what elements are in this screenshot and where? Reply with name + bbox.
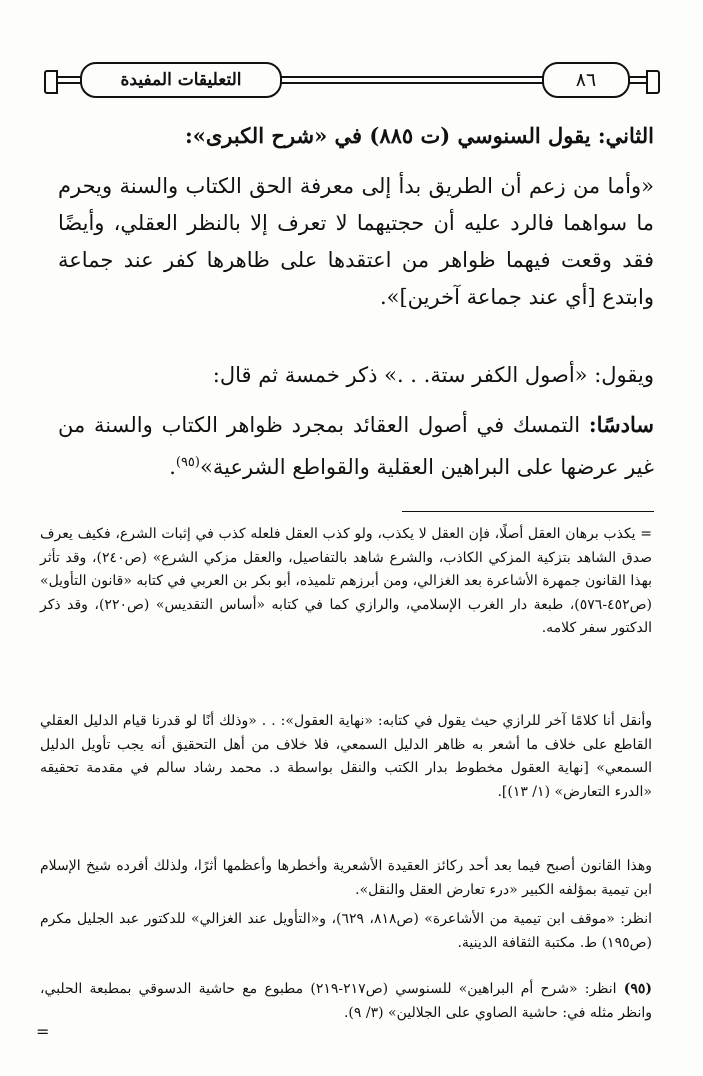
footnote-block — [40, 978, 652, 1025]
running-title: التعليقات المفيدة — [80, 62, 282, 98]
footnote-separator — [402, 511, 654, 512]
footnote-text: انظر: «شرح أم البراهين» للسنوسي (ص٢١٧-٢١٩) مطبوع مع حاشية الدسوقي بمطبعة الحلبي، وانظر مثله في: حاشية الصاوي على الجلالين» (٣/ ٩). — [40, 981, 652, 1021]
sentence-end: . — [169, 455, 176, 479]
footnote-continuation: = يكذب برهان العقل أصلًا، فإن العقل لا يكذب، ولو كذب العقل فلعله كذب في إثبات الشرع، فكيف يعرف صدق الشاهد بتزكية المزكي الكاذب، والشرع شاهد بالتفاصيل، والعقل مزكي الشرع» (ص٢٤٠)، وقد تأثر بهذا القانون جمهرة الأشاعرة بعد الغزالي، ومن أبرزهم تلميذه، أبو بكر بن العربي في كتابه «قانون التأويل» (ص٤٥٢-٥٧٦)، طبعة دار الغرب الإسلامي، والرازي كما في كتابه «أساس التقديس» (ص٢٢٠)، وقد ذكر الدكتور سفر كلامه. — [40, 526, 653, 636]
footnote-block — [40, 523, 652, 641]
main-text — [58, 117, 654, 154]
header-endcap-left — [44, 70, 58, 94]
main-quote — [58, 168, 654, 316]
footnote-ref: (٩٥) — [175, 455, 200, 470]
footnote-paragraph: انظر: «موقف ابن تيمية من الأشاعرة» (ص٨١٨، ٦٢٩)، و«التأويل عند الغزالي» للدكتور عبد الجليل مكرم (ص١٩٥) ط. مكتبة الثقافة الدينية. — [40, 911, 652, 951]
sixth-label: سادسًا: — [588, 412, 654, 437]
paragraph-quote: «وأما من زعم أن الطريق بدأ إلى معرفة الحق الكتاب والسنة ويحرم ما سواهما فالرد عليه أن حجتيهما لا تعرف إلا بالنظر العقلي، وأيضًا فقد وقعت فيهما ظواهر من اعتقدها على ظاهرها كفر عند جماعة وابتدع [أي عند جماعة آخرين]». — [58, 174, 654, 309]
paragraph-sixth — [58, 406, 654, 486]
paragraph-heading: الثاني: يقول السنوسي (ت ٨٨٥) في «شرح الكبرى»: — [184, 123, 654, 148]
footnote-paragraph: وأنقل أنا كلامًا آخر للرازي حيث يقول في كتابه: «نهاية العقول»: . . «وذلك أنًا لو قدرنا قيام الدليل العقلي القاطع على خلاف ما أشعر به ظاهر الدليل السمعي، فلا خلاف من أهل التحقيق أنه يجب تأويل الدليل السمعي» [نهاية العقول مخطوط بدار الكتب والنقل بواسطة د. محمد رشاد سالم في مقدمة تحقيقه «الدرء التعارض» (١/ ١٣)]. — [40, 713, 652, 800]
footnote-block — [40, 855, 652, 902]
footnote-paragraph: وهذا القانون أصبح فيما بعد أحد ركائز العقيدة الأشعرية وأخطرها وأعظمها أثرًا، ولذلك أفرده شيخ الإسلام ابن تيمية بمؤلفه الكبير «درء تعارض العقل والنقل». — [40, 858, 652, 898]
footnote-number: (٩٥) — [623, 981, 652, 997]
header-endcap-right — [646, 70, 660, 94]
footnote-95 — [40, 978, 652, 1025]
footnote-block — [40, 908, 652, 955]
main-text — [58, 357, 654, 394]
paragraph-intro: ويقول: «أصول الكفر ستة. . .» ذكر خمسة ثم قال: — [212, 363, 654, 387]
main-text — [58, 406, 654, 486]
page-number: ٨٦ — [542, 62, 630, 98]
footnote-block — [40, 710, 652, 804]
continuation-marker: = — [36, 1022, 50, 1041]
running-header — [44, 60, 660, 100]
sixth-text: التمسك في أصول العقائد بمجرد ظواهر الكتاب والسنة من غير عرضها على البراهين العقلية والقواطع الشرعية» — [58, 413, 654, 479]
